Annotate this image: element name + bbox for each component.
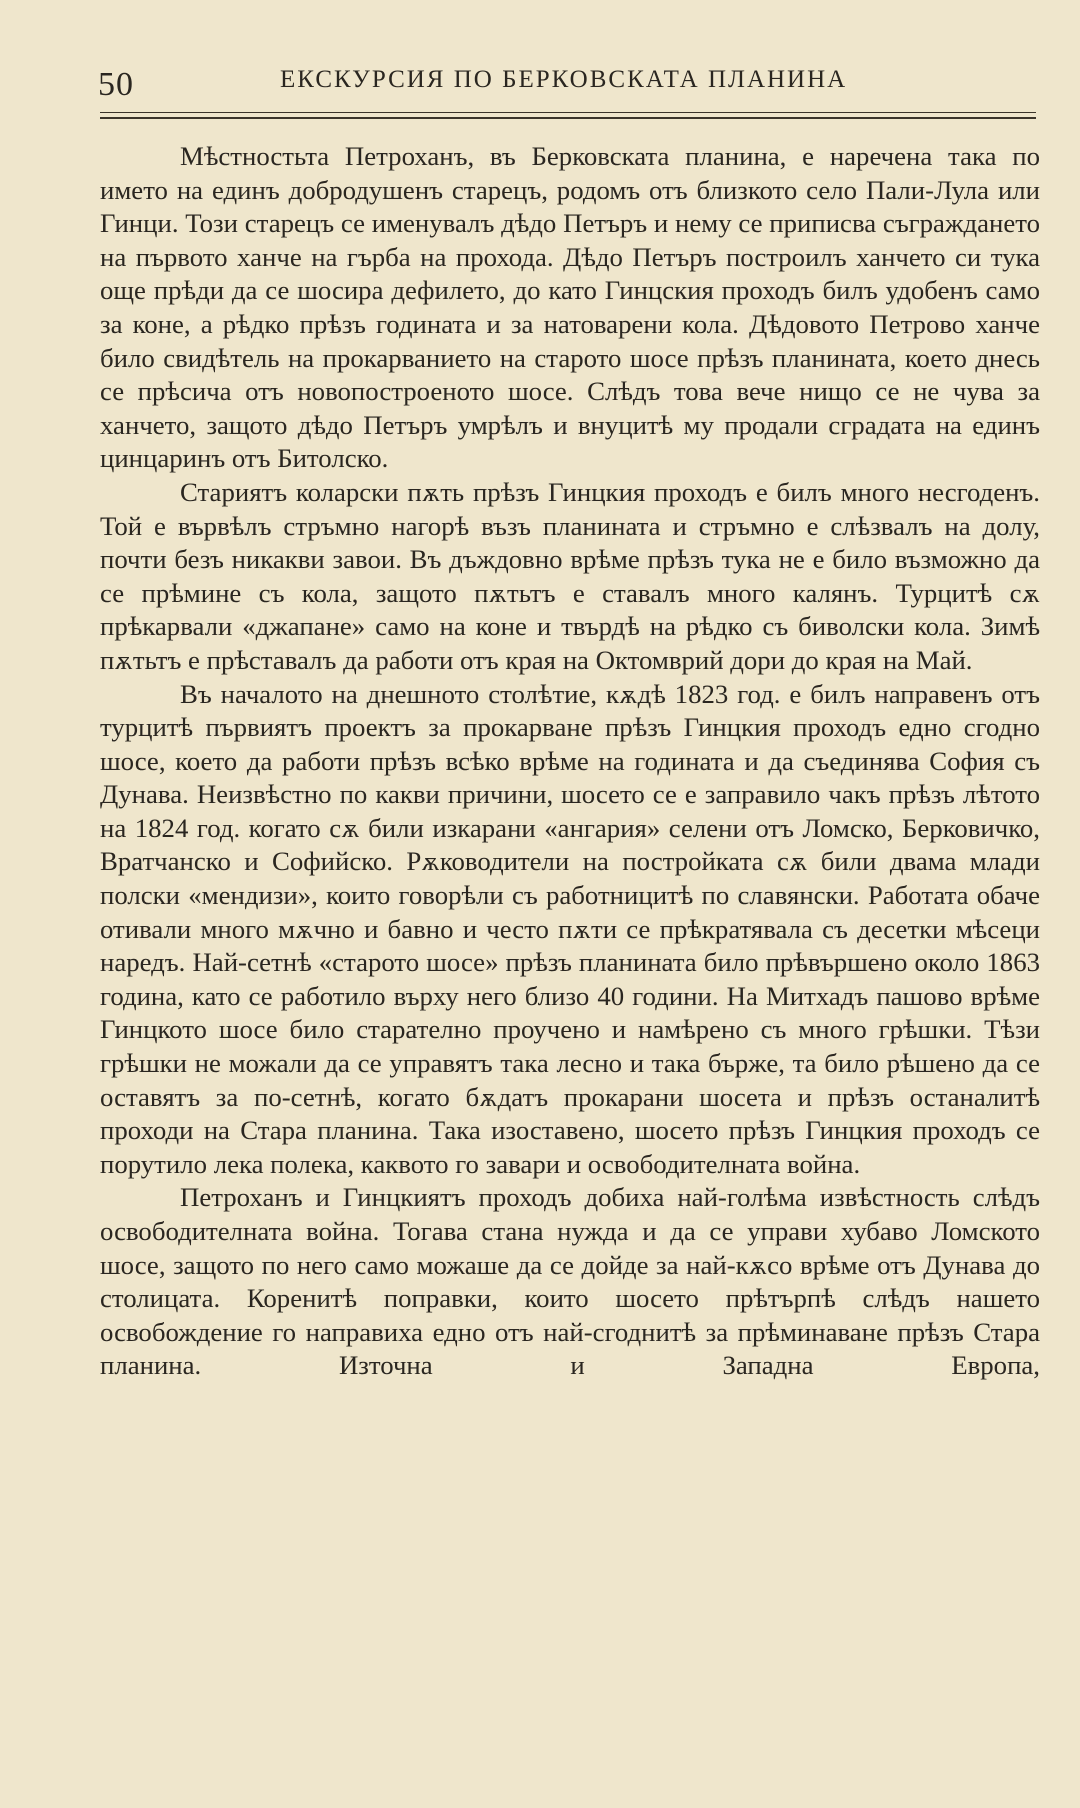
page-header [98,58,1032,104]
page-number: 50 [98,66,134,103]
paragraph-petrohan-name: Мѣстностьта Петроханъ, въ Берковската планина, е наречена така по името на единъ добродушенъ старецъ, родомъ отъ близкото село Пали-Лула или Гинци. Този старецъ се именувалъ дѣдо Петъръ и нему се приписва съграждането на първото ханче на гърба на прохода. Дѣдо Петъръ построилъ ханчето си тука още прѣди да се шосира дефилето, до като Гинцския проходъ билъ удобенъ само за коне, а рѣдко прѣзъ годината и за натоварени кола. Дѣдовото Петрово ханче било свидѣтель на прокарванието на старото шосе прѣзъ планината, което днесь се прѣсича отъ новопостроеното шосе. Слѣдъ това вече нищо се не чува за ханчето, защото дѣдо Петъръ умрѣлъ и внуцитѣ му продали сградата на единъ цинцаринъ отъ Битолско. [100,141,1040,474]
body-text [100,140,1040,1383]
header-rule-thick [100,117,1036,119]
paragraph-after-war: Петроханъ и Гинцкиятъ проходъ добиха най-голѣма извѣстность слѣдъ освободителната война. Тогава стана нужда и да се управи хубаво Ломското шосе, защото по него само можаше да се дойде за най-кѫсо врѣме отъ Дунава до столицата. Коренитѣ поправки, които шосето прѣтърпѣ слѣдъ нашето освобождение го направиха едно отъ най-сгоднитѣ за прѣминаване прѣзъ Стара планина. Източна и Западна Европа, [100,1182,1040,1381]
running-title: ЕКСКУРСИЯ ПО БЕРКОВСКАТА ПЛАНИНА [280,66,848,93]
paragraph-old-road: Стариятъ коларски пѫть прѣзъ Гинцкия проходъ е билъ много несгоденъ. Той е вървѣлъ стръмно нагорѣ възъ планината и стръмно е слѣзвалъ на долу, почти безъ никакви завои. Въ дъждовно врѣме прѣзъ тука не е било възможно да се прѣмине съ кола, защото пѫтьтъ е ставалъ много калянъ. Турцитѣ сѫ прѣкарвали «джапане» само на коне и твърдѣ на рѣдко съ биволски кола. Зимѣ пѫтьтъ е прѣставалъ да работи отъ края на Октомврий дори до края на Май. [100,476,1040,675]
paragraph-road-history: Въ началото на днешното столѣтие, кѫдѣ 1823 год. е билъ направенъ отъ турцитѣ първиятъ проектъ за прокарване прѣзъ Гинцкия проходъ едно сгодно шосе, което да работи прѣзъ всѣко врѣме на годината и да съединява София съ Дунава. Неизвѣстно по какви причини, шосето се е заправило чакъ прѣзъ лѣтото на 1824 год. когато сѫ били изкарани «ангария» селени отъ Ломско, Берковичко, Вратчанско и Софийско. Рѫководители на постройката сѫ били двама млади полски «мендизи», които говорѣли съ работницитѣ по славянски. Работата обаче отивали много мѫчно и бавно и често пѫти се прѣкратявала съ десетки мѣсеци наредъ. Най-сетнѣ «старото шосе» прѣзъ планината било прѣвършено около 1863 година, като се работило върху него близо 40 години. На Митхадъ пашово врѣме Гинцкото шосе било старателно проучено и намѣрено съ много грѣшки. Тѣзи грѣшки не можали да се управятъ така лесно и така бърже, та било рѣшено да се оставятъ за по-сетнѣ, когато бѫдатъ прокарани шосета и прѣзъ останалитѣ проходи на Стара планина. Така изоставено, шосето прѣзъ Гинцкия проходъ се порутило лека полека, каквото го завари и освободителната война. [100,678,1040,1179]
header-rule-thin [100,112,1036,113]
